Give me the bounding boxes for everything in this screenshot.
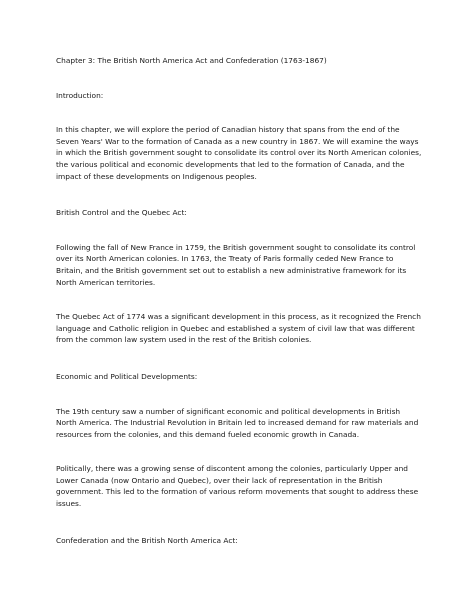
document-body bbox=[56, 55, 422, 546]
paragraph-19th-century: The 19th century saw a number of significant economic and political developments in British North America. The Industrial Revolution in Britain led to increased demand for raw materials and resources from the colonies, and this demand fueled economic growth in Canada. bbox=[56, 406, 419, 439]
paragraph-politically: Politically, there was a growing sense of discontent among the colonies, particularly Upper and Lower Canada (now Ontario and Quebec), over their lack of representation in the British government. This led to the formation of various reform movements that sought to address these issues. bbox=[56, 464, 419, 509]
heading-british-control: British Control and the Quebec Act: bbox=[56, 208, 187, 218]
paragraph-quebec-act: The Quebec Act of 1774 was a significant development in this process, as it recognized the French language and Catholic religion in Quebec and established a system of civil law that was different from the common law system used in the rest of the British colonies. bbox=[56, 312, 421, 345]
heading-introduction: Introduction: bbox=[56, 90, 104, 100]
paragraph-introduction: In this chapter, we will explore the period of Canadian history that spans from the end of the Seven Years' War to the formation of Canada as a new country in 1867. We will examine the ways in which the British government sought to consolidate its control over its North American colonies, the various political and economic developments that led to the formation of Canada, and the impact of these developments on Indigenous peoples. bbox=[56, 125, 422, 181]
heading-economic-political: Economic and Political Developments: bbox=[56, 371, 198, 381]
chapter-title: Chapter 3: The British North America Act and Confederation (1763-1867) bbox=[56, 56, 327, 65]
heading-confederation: Confederation and the British North America Act: bbox=[56, 535, 238, 545]
paragraph-fall-of-new-france: Following the fall of New France in 1759, the British government sought to consolidate its control over its North American colonies. In 1763, the Treaty of Paris formally ceded New France to Britain, and the British government set out to establish a new administrative framework for its North American territories. bbox=[56, 242, 416, 287]
